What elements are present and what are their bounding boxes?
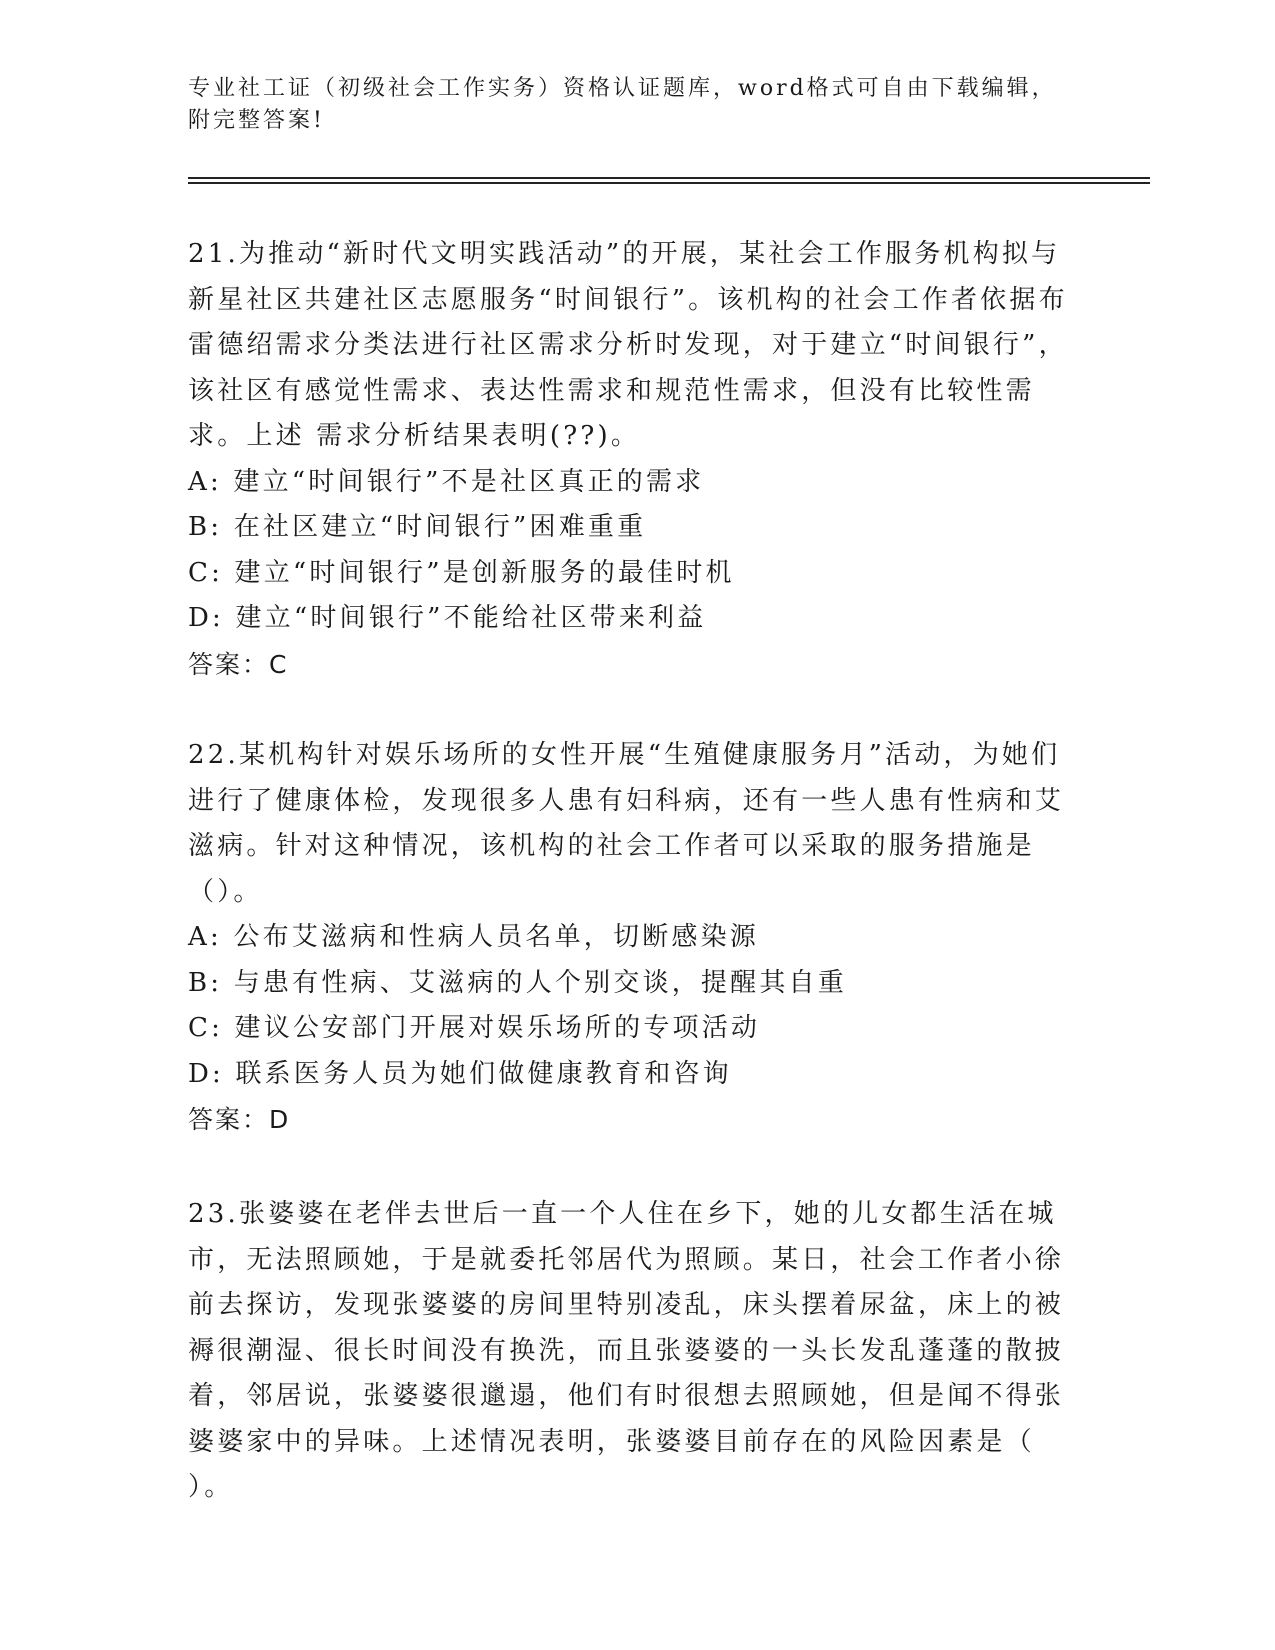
question-stem: 22.某机构针对娱乐场所的女性开展“生殖健康服务月”活动，为她们进行了健康体检，发现很多人患有妇科病，还有一些人患有性病和艾滋病。针对这种情况，该机构的社会工作者可以采取的服务措施是（）。 xyxy=(188,740,1065,907)
header-divider-top xyxy=(188,177,1150,179)
header-divider-bottom xyxy=(188,182,1150,184)
page-header: 专业社工证（初级社会工作实务）资格认证题库，word格式可自由下载编辑，附完整答案! xyxy=(188,76,1057,133)
option-a: A: 建立“时间银行”不是社区真正的需求 xyxy=(188,466,705,497)
option-b: B: 在社区建立“时间银行”困难重重 xyxy=(188,512,647,542)
question-stem: 23.张婆婆在老伴去世后一直一个人住在乡下，她的儿女都生活在城市，无法照顾她，于是就委托邻居代为照顾。某日，社会工作者小徐前去探访，发现张婆婆的房间里特别凌乱，床头摆着尿盆，床上的被褥很潮湿、很长时间没有换洗，而且张婆婆的一头长发乱蓬蓬的散披着，邻居说，张婆婆很邋遢，他们有时很想去照顾她，但是闻不得张婆婆家中的异味。上述情况表明，张婆婆目前存在的风险因素是（ ）。 xyxy=(188,1199,1065,1502)
question-stem: 21.为推动“新时代文明实践活动”的开展，某社会工作服务机构拟与新星社区共建社区志愿服务“时间银行”。该机构的社会工作者依据布雷德绍需求分类法进行社区需求分析时发现，对于建立“时间银行”，该社区有感觉性需求、表达性需求和规范性需求，但没有比较性需求。上述 需求分析结果表明(??)。 xyxy=(188,239,1068,451)
answer-label: 答案：C xyxy=(188,649,289,679)
option-c: C: 建议公安部门开展对娱乐场所的专项活动 xyxy=(188,1013,761,1043)
answer-label: 答案：D xyxy=(188,1105,291,1134)
option-d: D: 联系医务人员为她们做健康教育和咨询 xyxy=(188,1058,732,1089)
option-a: A: 公布艾滋病和性病人员名单，切断感染源 xyxy=(188,922,760,952)
option-c: C: 建立“时间银行”是创新服务的最佳时机 xyxy=(188,557,735,588)
option-d: D: 建立“时间银行”不能给社区带来利益 xyxy=(188,603,707,633)
question-22 xyxy=(188,733,1078,1143)
option-b: B: 与患有性病、艾滋病的人个别交谈，提醒其自重 xyxy=(188,967,847,998)
question-21 xyxy=(188,232,1078,687)
question-23 xyxy=(188,1192,1078,1511)
